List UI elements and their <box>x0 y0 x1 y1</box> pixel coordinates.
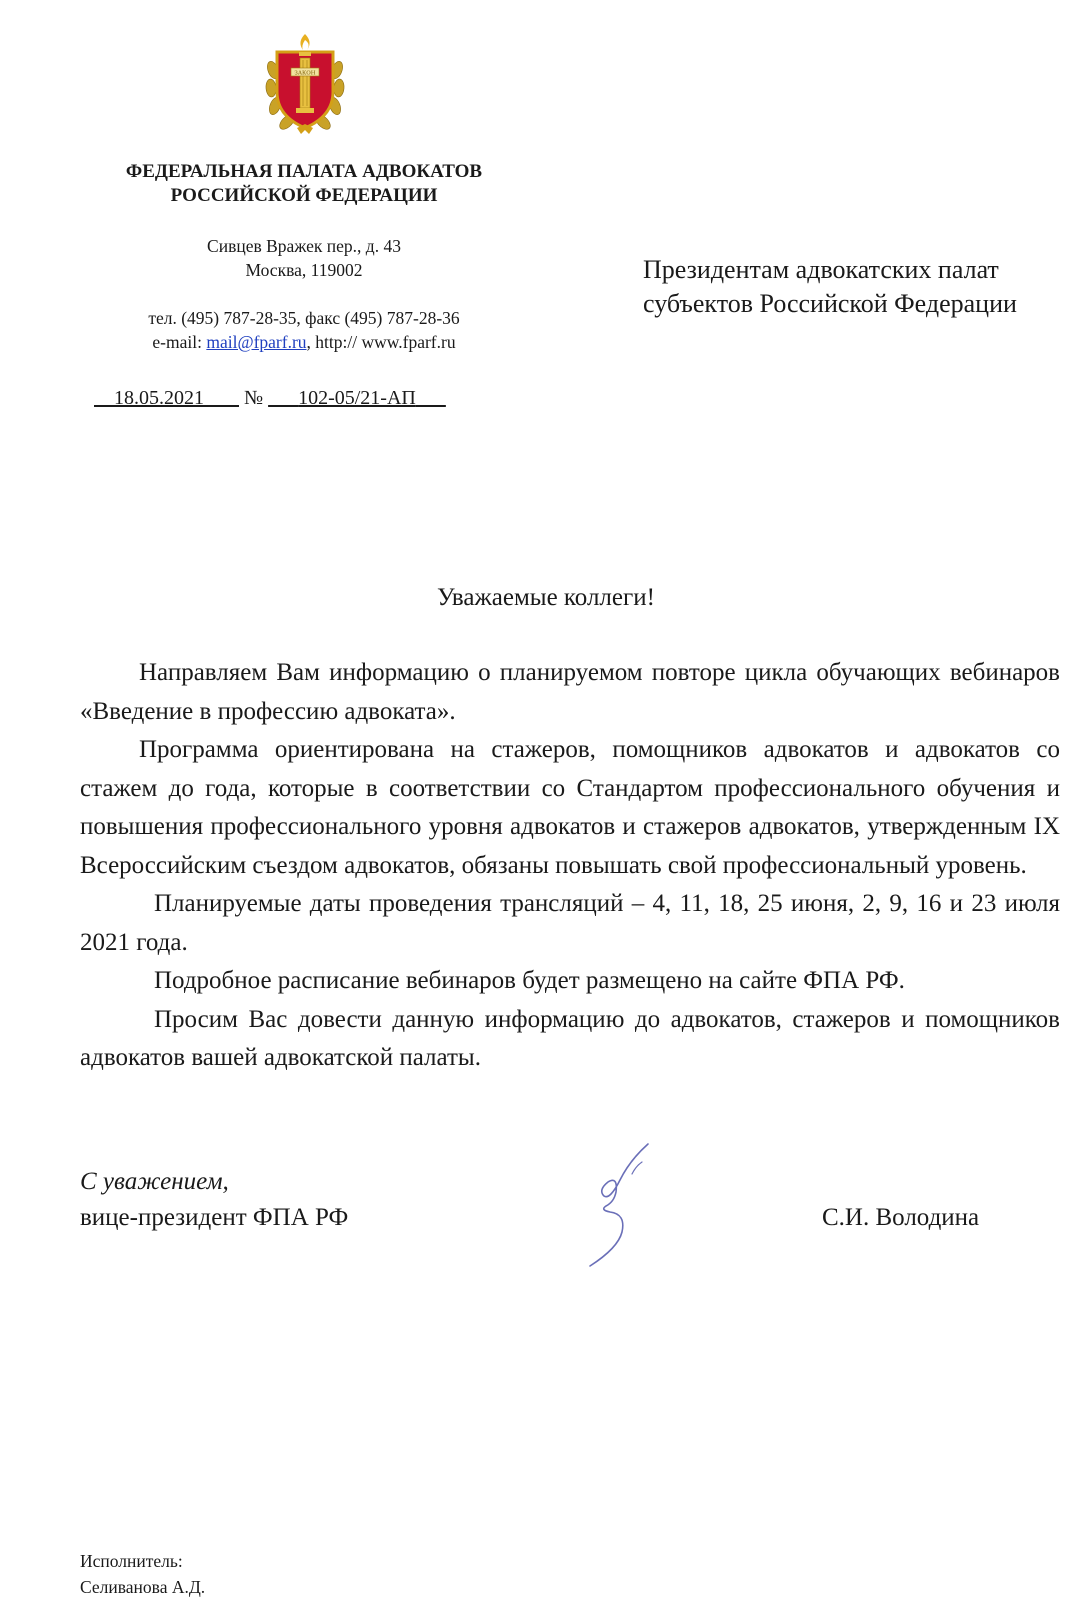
fpa-emblem-icon <box>263 30 347 138</box>
email-label: e-mail: <box>152 332 207 352</box>
executor-name: Селиванова А.Д. <box>80 1577 206 1597</box>
email-web-line <box>60 330 548 354</box>
letter-body <box>80 654 1060 1078</box>
body-paragraph-3: Планируемые даты проведения трансляций – 4, 11, 18, 25 июня, 2, 9, 16 и 23 июля 2021 года. <box>80 890 1060 956</box>
body-paragraph-2: Программа ориентирована на стажеров, помощников адвокатов и адвокатов со стажем до года, которые в соответствии со Стандартом профессионального обучения и повышения профессионального уровня адвокатов и стажеров адвокатов, утвержденным IX Всероссийским съездом адвокатов, обязаны повышать свой профессиональный уровень. <box>80 736 1060 879</box>
document-date: 18.05.2021 <box>114 387 204 409</box>
body-paragraph-5: Просим Вас довести данную информацию до адвокатов, стажеров и помощников адвокатов вашей адвокатской палаты. <box>80 1005 1060 1071</box>
executor-info <box>80 1548 205 1600</box>
phone-fax-line: тел. (495) 787-28-35, факс (495) 787-28-36 <box>148 308 460 328</box>
registration-line <box>94 385 534 411</box>
signer-name: С.И. Володина <box>822 1204 980 1231</box>
signer-role: вице-президент ФПА РФ <box>80 1204 349 1231</box>
email-link[interactable]: mail@fparf.ru <box>206 332 307 352</box>
salutation: С уважением, <box>80 1168 229 1195</box>
addressee <box>643 253 1083 321</box>
executor-label: Исполнитель: <box>80 1551 183 1571</box>
org-name-line2: РОССИЙСКОЙ ФЕДЕРАЦИИ <box>170 185 438 206</box>
emblem-scroll-text: ЗАКОН <box>294 70 316 77</box>
address-city: Москва, 119002 <box>245 260 363 280</box>
address-street: Сивцев Вражек пер., д. 43 <box>207 236 401 256</box>
org-contacts <box>60 306 548 354</box>
addressee-line1: Президентам адвокатских палат <box>643 255 999 284</box>
body-paragraph-4: Подробное расписание вебинаров будет размещено на сайте ФПА РФ. <box>154 967 905 994</box>
org-name-line1: ФЕДЕРАЛЬНАЯ ПАЛАТА АДВОКАТОВ <box>125 161 483 182</box>
body-paragraph-1: Направляем Вам информацию о планируемом повторе цикла обучающих вебинаров «Введение в профессию адвоката». <box>80 659 1060 725</box>
organization-name <box>98 160 510 208</box>
greeting: Уважаемые коллеги! <box>437 584 655 611</box>
handwritten-signature-icon <box>570 1140 660 1270</box>
website-text: , http:// www.fparf.ru <box>306 332 456 352</box>
number-sign: № <box>244 387 264 409</box>
addressee-line2: субъектов Российской Федерации <box>643 289 1017 318</box>
document-number: 102-05/21-АП <box>298 387 416 409</box>
org-address <box>98 234 510 282</box>
